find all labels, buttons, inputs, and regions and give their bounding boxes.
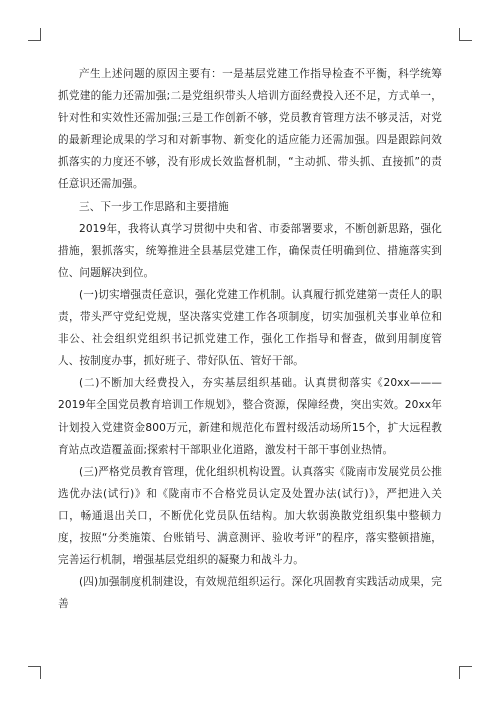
- document-body: [58, 63, 442, 615]
- paragraph-problem-causes: 产生上述问题的原因主要有：一是基层党建工作指导检查不平衡，科学统筹抓党建的能力还需加强;二是党组织带头人培训方面经费投入还不足，方式单一，针对性和实效性还需加强;三是工作创新不够，党员教育管理方法不够灵活，对党的最新理论成果的学习和对新事物、新变化的适应能力还需加强。四是跟踪问效抓落实的力度还不够，没有形成长效监督机制，“主动抓、带头抓、直接抓”的责任意识还需加强。: [58, 68, 442, 191]
- crop-mark-bottom-left: [28, 666, 41, 679]
- paragraph-measure-4: (四)加强制度机制建设，有效规范组织运行。深化巩固教育实践活动成果，完善: [58, 576, 442, 611]
- paragraph-measure-1: (一)切实增强责任意识，强化党建工作机制。认真履行抓党建第一责任人的职责，带头严守党纪党规，坚决落实党建工作各项制度，切实加强机关事业单位和非公、社会组织党组织书记抓党建工作，强化工作指导和督查，做到用制度管人、按制度办事，抓好班子、带好队伍、管好干部。: [58, 288, 442, 368]
- crop-mark-bottom-right: [459, 666, 472, 679]
- crop-mark-top-left: [28, 28, 41, 41]
- paragraph-2019-plan: 2019年，我将认真学习贯彻中央和省、市委部署要求，不断创新思路，强化措施，狠抓落实，统筹推进全县基层党建工作，确保责任明确到位、措施落实到位、问题解决到位。: [58, 222, 442, 279]
- paragraph-measure-2: (二)不断加大经费投入，夯实基层组织基础。认真贯彻落实《20xx———2019年全国党员教育培训工作规划》，整合资源，保障经费，突出实效。20xx年计划投入党建资金800万元，新建和规范化布置村级活动场所15个，扩大远程教育站点改造覆盖面;探索村干部职业化道路，激发村干部干事创业热情。: [58, 377, 442, 456]
- section-heading: 三、下一步工作思路和主要措施: [79, 200, 229, 213]
- crop-mark-top-right: [459, 28, 472, 41]
- paragraph-measure-3: (三)严格党员教育管理，优化组织机构设置。认真落实《陇南市发展党员公推选优办法(试行)》和《陇南市不合格党员认定及处置办法(试行)》，严把进入关口，畅通退出关口，不断优化党员队伍结构。加大软弱涣散党组织集中整顿力度，按照“分类施策、台账销号、满意测评、验收考评”的程序，落实整顿措施，完善运行机制，增强基层党组织的凝聚力和战斗力。: [58, 465, 442, 567]
